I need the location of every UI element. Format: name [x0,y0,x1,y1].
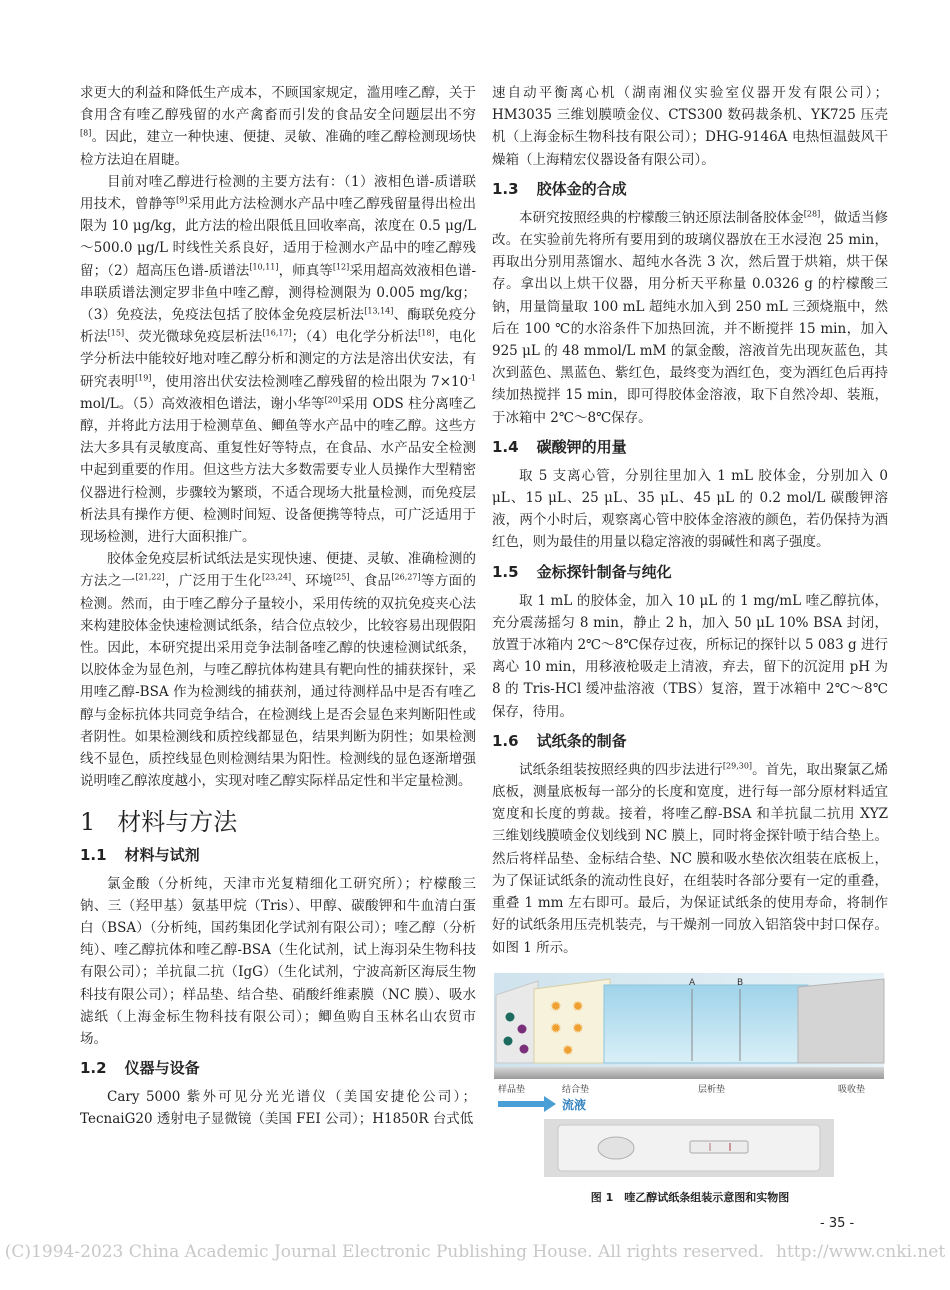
citation[interactable]: [21,22] [135,572,165,582]
absorbent-pad [798,979,884,1063]
sample-molecule [520,1044,529,1053]
gold-probe-icon: ✹ [562,1042,574,1059]
gold-probe-icon: ✹ [572,998,584,1015]
paragraph: 胶体金免疫层析试纸法是实现快速、便捷、灵敏、准确检测的方法之一[21,22]，广泛用于生化[23,24]、环境[25]、食品[26,27]等方面的检测。然而，由于喹乙醇分子量较小，采用传统的双抗免疫夹心法来构建胶体金快速检测试纸条，结合位点较少，比较容易出现假阳性。因此，本研究提出采用竞争法制备喹乙醇的快速检测试纸条，以胶体金为显色剂，与喹乙醇抗体构建具有靶向性的捕获探针，采用喹乙醇-BSA 作为检测线的捕获剂，通过待测样品中是否有喹乙醇与金标抗体共同竞争结合，在检测线上是否会显色来判断阳性或者阴性。如果检测线和质控线都显色，结果判断为阴性；如果检测线不显色，质控线显色则检测结果为阳性。检测线的显色逐渐增强说明喹乙醇浓度越小，实现对喹乙醇实际样品定性和半定量检测。 [80,551,477,790]
figure-1 [492,971,886,1179]
sample-molecule [504,1036,513,1045]
right-column [492,82,888,1205]
left-column [80,82,476,1131]
footer-link[interactable]: http://www.cnki.net [776,1242,946,1262]
line-b-label: B [737,977,744,988]
citation[interactable]: [13,14] [364,306,394,316]
sample-pad [496,981,538,1063]
subsection-heading: 1.1 材料与试剂 [80,845,200,864]
flow-arrowhead-icon [544,1096,556,1112]
paragraph: 速自动平衡离心机（湖南湘仪实验室仪器开发有限公司）；HM3035 三维划膜喷金仪、CTS300 数码裁条机、YK725 压壳机（上海金标生物科技有限公司）；DHG-9146A 电热恒温鼓风干燥箱（上海精宏仪器设备有限公司）。 [492,85,888,168]
figure-caption: 图 1 喹乙醇试纸条组装示意图和实物图 [590,1190,790,1204]
pad-label-sample: 样品垫 [498,1084,526,1095]
sample-molecule [518,1024,527,1033]
copyright-footer: (C)1994-2023 China Academic Journal Electronic Publishing House. All rights reserved. http://www.cnki.net [4,1242,946,1262]
subsection-heading: 1.4 碳酸钾的用量 [492,437,627,456]
paragraph: 本研究按照经典的柠檬酸三钠还原法制备胶体金[28]，做适当修改。在实验前先将所有要用到的玻璃仪器放在王水浸泡 25 min，再取出分别用蒸馏水、超纯水各洗 3 次，然后置于烘箱，烘干保存。拿出以上烘干仪器，用分析天平称量 0.0326 g 的柠檬酸三钠，用量筒量取 100 mL 超纯水加入到 250 mL 三颈烧瓶中，然后在 100 ℃的水浴条件下加热回流，并不断搅拌 15 min，加入 925 μL 的 48 mmol/L mM 的氯金酸，溶液首先出现灰蓝色，其次到蓝色、黑蓝色、紫红色，最终变为酒红色，变为酒红色后再持续加热搅拌 15 min，即可得胶体金溶液，取下自然冷却、装瓶，于冰箱中 2℃～8℃保存。 [492,209,889,426]
page-number: - 35 - [820,1216,855,1231]
citation[interactable]: [10,11] [249,262,279,272]
line-a-label: A [689,977,696,988]
citation[interactable]: [15] [107,328,125,338]
subsection-heading: 1.3 胶体金的合成 [492,179,627,198]
paragraph: 取 5 支离心管，分别往里加入 1 mL 胶体金，分别加入 0 μL、15 μL、25 μL、35 μL、45 μL 的 0.2 mol/L 碳酸钾溶液，两个小时后，观察离心管中胶体金溶液的颜色，若仍保持为酒红色，则为最佳的用量以稳定溶液的弱碱性和离子强度。 [492,467,888,551]
sample-well [598,1137,634,1159]
citation[interactable]: [23,24] [261,572,292,582]
flow-arrow-icon [498,1101,544,1107]
citation[interactable]: [12] [332,262,350,272]
citation[interactable]: [28] [803,209,821,219]
citation[interactable]: [18] [418,328,435,338]
pad-label-absorbent: 吸收垫 [838,1084,866,1095]
subsection-heading: 1.6 试纸条的制备 [492,731,627,750]
gold-probe-icon: ✹ [550,1020,562,1037]
pad-label-conjugate: 结合垫 [562,1084,590,1095]
citation[interactable]: [29,30] [722,761,753,771]
gold-probe-icon: ✹ [550,998,562,1015]
pad-label-membrane: 层析垫 [698,1084,726,1095]
citation[interactable]: [26,27] [391,572,421,582]
paragraph: 取 1 mL 的胶体金，加入 10 μL 的 1 mg/mL 喹乙醇抗体，充分震荡摇匀 8 min，静止 2 h，加入 50 μL 10% BSA 封闭，放置于冰箱内 2℃～8℃保存过夜，所标记的探针以 5 083 g 进行离心 10 min，用移液枪吸走上清液，弃去，留下的沉淀用 pH 为 8 的 Tris-HCl 缓冲盐溶液（TBS）复溶，置于冰箱中 2℃～8℃保存，待用。 [492,592,888,720]
citation[interactable]: [20] [324,395,341,405]
paragraph: Cary 5000 紫外可见分光光谱仪（美国安捷伦公司）；TecnaiG20 透射电子显微镜（美国 FEI 公司）；H1850R 台式低 [80,1089,476,1128]
section-heading: 1 材料与方法 [80,807,238,836]
nc-membrane [604,985,808,1063]
backing-card [494,1067,884,1079]
paragraph: 求更大的利益和降低生产成本，不顾国家规定，滥用喹乙醇，关于食用含有喹乙醇残留的水产禽畜而引发的食品安全问题层出不穷[8]。因此，建立一种快速、便捷、灵敏、准确的喹乙醇检测现场快检方法迫在眉睫。 [80,85,476,168]
subsection-heading: 1.2 仪器与设备 [80,1059,200,1078]
citation[interactable]: [16,17] [262,328,292,338]
subsection-heading: 1.5 金标探针制备与纯化 [492,562,672,581]
paragraph: 试纸条组装按照经典的四步法进行[29,30]。首先，取出聚氯乙烯底板，测量底板每一部分的长度和宽度，进行每一部分原材料适宜宽度和长度的剪裁。接着，将喹乙醇-BSA 和羊抗鼠二抗用 XYZ 三维划线膜喷金仪划线到 NC 膜上，同时将金探针喷于结合垫上。然后将样品垫、金标结合垫、NC 膜和吸水垫依次组装在底板上，为了保证试纸条的流动性良好，在组装时各部分要有一定的重叠，重叠 1 mm 左右即可。最后，为保证试纸条的使用寿命，将制作好的试纸条用压壳机装壳，与干燥剂一同放入铝箔袋中封口保存。如图 1 所示。 [492,761,888,956]
citation[interactable]: [8] [80,128,92,138]
test-strip-diagram [492,971,886,1179]
exponent: -1 [468,373,477,383]
citation[interactable]: [9] [176,195,188,205]
result-window [690,1141,748,1153]
flow-label: 流液 [562,1097,587,1112]
cassette-body [558,1125,820,1171]
paragraph: 氯金酸（分析纯，天津市光复精细化工研究所）；柠檬酸三钠、三（羟甲基）氨基甲烷（Tris）、甲醇、碳酸钾和牛血清白蛋白（BSA）（分析纯，国药集团化学试剂有限公司）；喹乙醇（分析纯）、喹乙醇抗体和喹乙醇-BSA（生化试剂，试上海羽朵生物科技有限公司）；羊抗鼠二抗（IgG）（生化试剂，宁波高新区海辰生物科技有限公司）；样品垫、结合垫、硝酸纤维素膜（NC 膜）、吸水滤纸（上海金标生物科技有限公司）；鲫鱼购自玉林名山农贸市场。 [80,875,476,1047]
citation[interactable]: [25] [333,572,350,582]
gold-probe-icon: ✹ [572,1020,584,1037]
paragraph: 目前对喹乙醇进行检测的主要方法有：（1）液相色谱-质谱联用技术，曾静等[9]采用此方法检测水产品中喹乙醇残留量得出检出限为 10 μg/kg，此方法的检出限低且回收率高，浓度在 0.5 μg/L～500.0 μg/L 时线性关系良好，适用于检测水产品中的喹乙醇残留；（2）超高压色谱-质谱法[10,11]，师真等[12]采用超高效液相色谱-串联质谱法测定罗非鱼中喹乙醇，测得检测限为 0.005 mg/kg；（3）免疫法，免疫法包括了胶体金免疫层析法[13,14]、酶联免疫分析法[15]、荧光微球免疫层析法[16,17]；（4）电化学分析法[18]，电化学分析法中能较好地对喹乙醇分析和测定的方法是溶出伏安法，有研究表明[19]，使用溶出伏安法检测喹乙醇残留的检出限为 $7\times 10^{-1}$ mol/L。（5）高效液相色谱法，谢小华等[20]采用 ODS 柱分离喹乙醇，并将此方法用于检测草鱼、鲫鱼等水产品中的喹乙醇。这些方法大多具有灵敏度高、重复性好等特点，在食品、水产品安全检测中起到重要的作用。但这些方法大多数需要专业人员操作大型精密仪器进行检测，步骤较为繁琐，不适合现场大批量检测，而免疫层析法具有操作方便、检测时间短、设备便携等特点，可广泛适用于现场检测，进行大面积推广。 [80,173,477,546]
citation[interactable]: [19] [135,373,152,383]
sample-molecule [506,1012,515,1021]
